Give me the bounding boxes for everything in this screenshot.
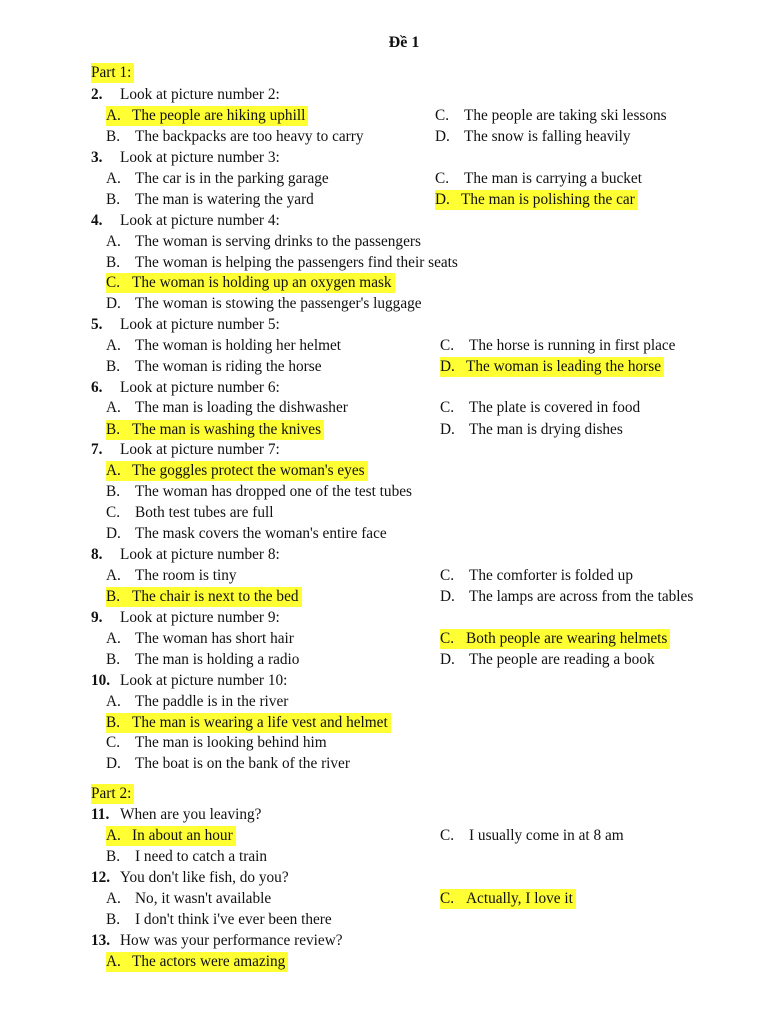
answer-option: C. I usually come in at 8 am [440, 827, 624, 844]
answer-option: B. The woman is riding the horse [106, 358, 322, 375]
answer-option: A. The woman is holding her helmet [106, 337, 342, 354]
question-9: 9. Look at picture number 9: [91, 609, 280, 626]
answer-option: B. The backpacks are too heavy to carry [106, 128, 364, 145]
answer-option: A. The goggles protect the woman's eyes [106, 461, 368, 481]
answer-option: D. The snow is falling heavily [435, 128, 631, 145]
answer-option: C. The man is carrying a bucket [435, 170, 642, 187]
answer-option: D. The lamps are across from the tables [440, 588, 694, 605]
answer-option: A. The car is in the parking garage [106, 170, 329, 187]
answer-option: A. The paddle is in the river [106, 693, 289, 710]
answer-option: D. The people are reading a book [440, 651, 655, 668]
answer-option: A. The woman is serving drinks to the passengers [106, 233, 421, 250]
answer-option: D. The man is drying dishes [440, 421, 623, 438]
answer-option: B. The man is wearing a life vest and helmet [106, 713, 391, 733]
question-13: 13. How was your performance review? [91, 932, 343, 949]
answer-option: C. The comforter is folded up [440, 567, 633, 584]
answer-option: C. The man is looking behind him [106, 734, 327, 751]
question-4: 4. Look at picture number 4: [91, 212, 280, 229]
answer-option: A. No, it wasn't available [106, 890, 272, 907]
answer-option: C. The woman is holding up an oxygen mask [106, 273, 395, 293]
answer-option: B. The man is washing the knives [106, 420, 324, 440]
answer-option: D. The woman is leading the horse [440, 357, 664, 377]
answer-option: D. The boat is on the bank of the river [106, 755, 350, 772]
answer-option: A. The room is tiny [106, 567, 237, 584]
question-10: 10. Look at picture number 10: [91, 672, 288, 689]
answer-option: A. The woman has short hair [106, 630, 294, 647]
answer-option: B. The woman is helping the passengers find their seats [106, 254, 458, 271]
answer-option: B. The chair is next to the bed [106, 587, 302, 607]
answer-option: C. Both people are wearing helmets [440, 629, 670, 649]
answer-option: C. The plate is covered in food [440, 399, 641, 416]
question-7: 7. Look at picture number 7: [91, 441, 280, 458]
answer-option: D. The mask covers the woman's entire face [106, 525, 387, 542]
answer-option: A. In about an hour [106, 826, 236, 846]
answer-option: A. The people are hiking uphill [106, 106, 308, 126]
answer-option: D. The man is polishing the car [435, 190, 638, 210]
document-title: Đề 1 [388, 34, 420, 51]
answer-option: C. Both test tubes are full [106, 504, 274, 521]
question-6: 6. Look at picture number 6: [91, 379, 280, 396]
question-2: 2. Look at picture number 2: [91, 86, 280, 103]
question-11: 11. When are you leaving? [91, 806, 262, 823]
section-label: Part 2: [91, 784, 134, 804]
answer-option: B. I don't think i've ever been there [106, 911, 332, 928]
question-5: 5. Look at picture number 5: [91, 316, 280, 333]
answer-option: C. The people are taking ski lessons [435, 107, 667, 124]
answer-option: B. The man is watering the yard [106, 191, 314, 208]
answer-option: A. The actors were amazing [106, 952, 288, 972]
section-label: Part 1: [91, 63, 134, 83]
answer-option: A. The man is loading the dishwasher [106, 399, 348, 416]
answer-option: B. The man is holding a radio [106, 651, 300, 668]
answer-option: C. Actually, I love it [440, 889, 576, 909]
answer-option: C. The horse is running in first place [440, 337, 676, 354]
question-3: 3. Look at picture number 3: [91, 149, 280, 166]
answer-option: B. The woman has dropped one of the test tubes [106, 483, 412, 500]
answer-option: B. I need to catch a train [106, 848, 268, 865]
question-8: 8. Look at picture number 8: [91, 546, 280, 563]
question-12: 12. You don't like fish, do you? [91, 869, 289, 886]
answer-option: D. The woman is stowing the passenger's luggage [106, 295, 422, 312]
